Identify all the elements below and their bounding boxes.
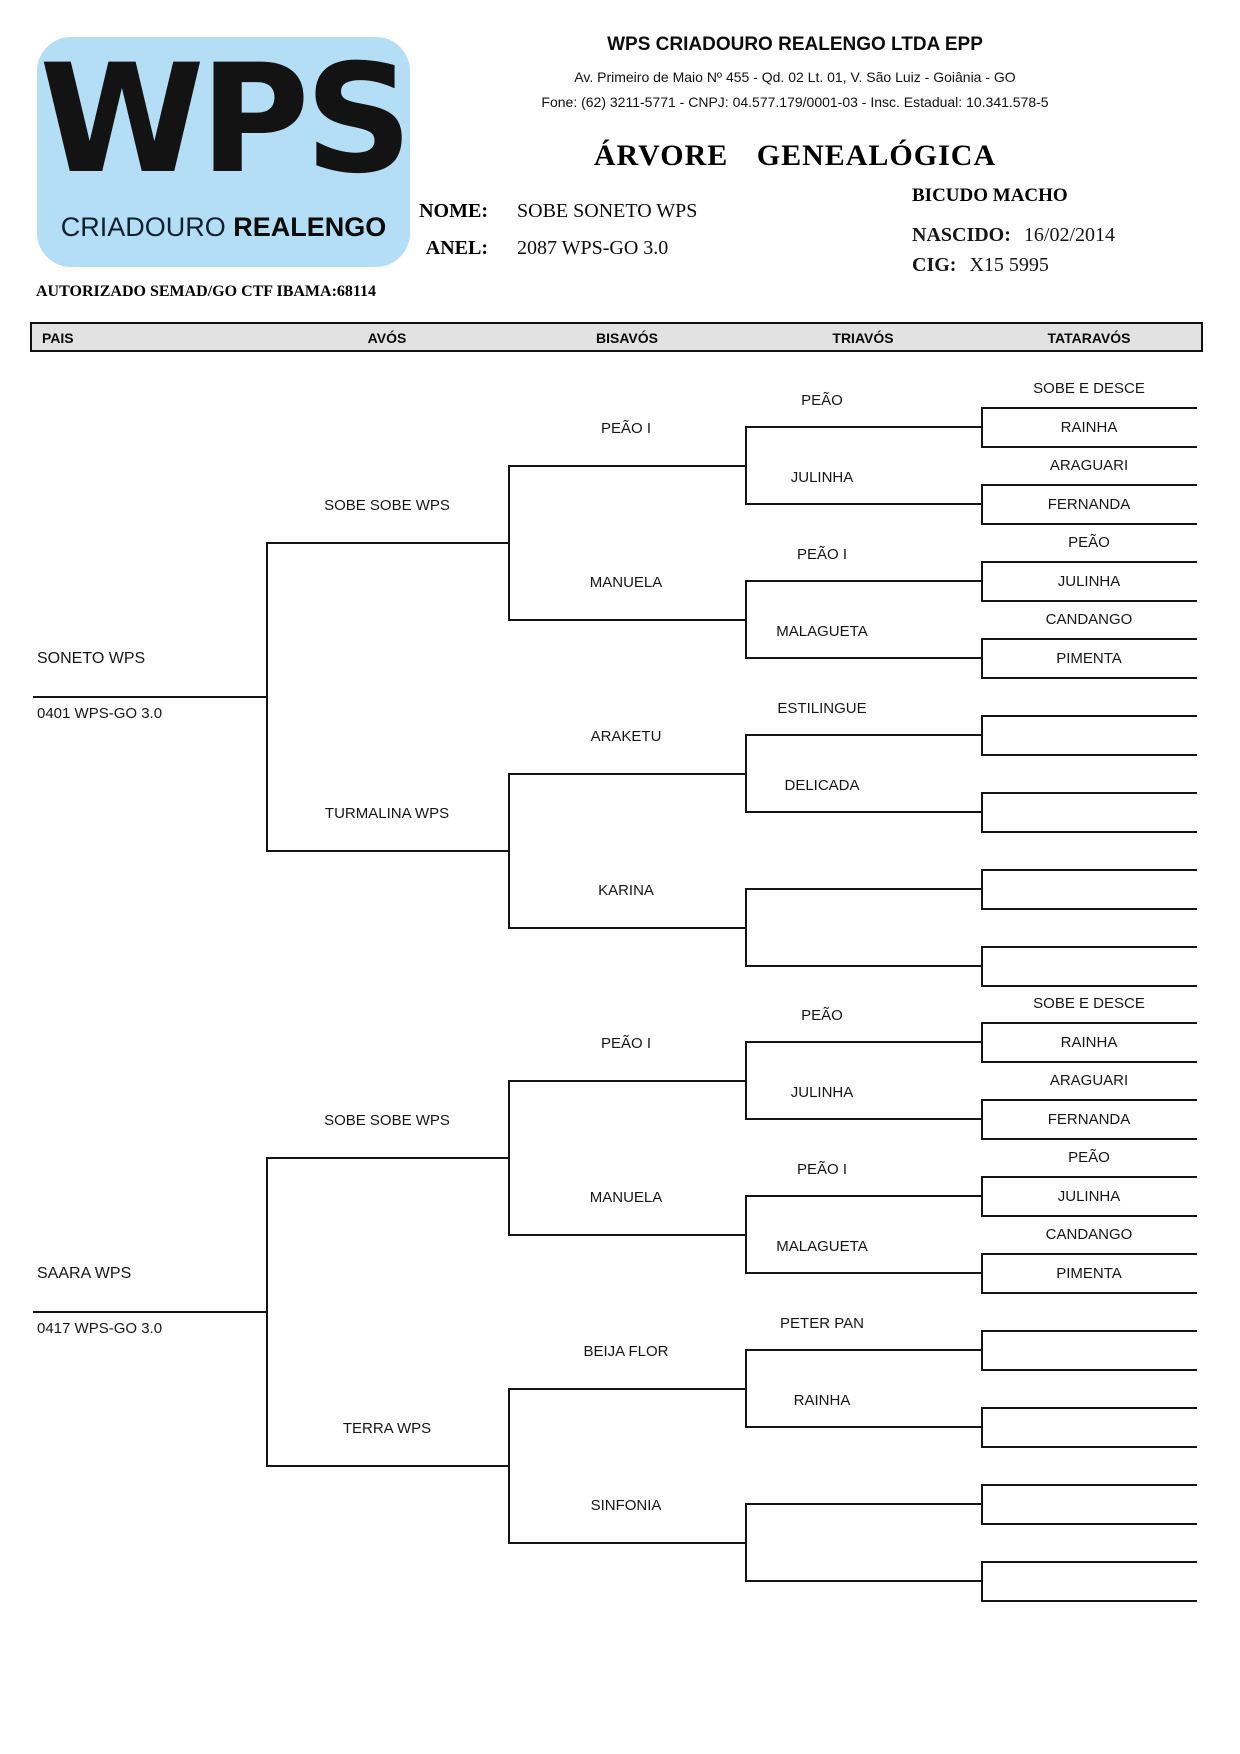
- column-header-pais: PAIS: [42, 330, 74, 346]
- pedigree-line-h: [981, 446, 1197, 448]
- logo-subtitle-bold: REALENGO: [233, 212, 387, 242]
- ancestor-name: TURMALINA WPS: [324, 804, 450, 822]
- column-header-triavos: TRIAVÓS: [832, 330, 894, 346]
- ancestor-name: PEÃO I: [796, 1161, 848, 1179]
- pedigree-line-h: [981, 1292, 1197, 1294]
- ancestor-name: KARINA: [598, 881, 654, 899]
- pedigree-line-v: [981, 1561, 983, 1602]
- pedigree-line-h: [981, 561, 1197, 563]
- pedigree-line-h: [745, 811, 981, 813]
- pedigree-line-v: [745, 426, 747, 505]
- pedigree-line-v: [745, 734, 747, 813]
- pedigree-line-h: [745, 1118, 981, 1120]
- pedigree-line-h: [981, 638, 1197, 640]
- authorization-line: AUTORIZADO SEMAD/GO CTF IBAMA:68114: [36, 283, 377, 300]
- pedigree-line-v: [508, 1388, 510, 1544]
- ancestor-name: FERNANDA: [1047, 1110, 1131, 1128]
- ancestor-name: PEÃO: [1068, 534, 1110, 551]
- pedigree-line-v: [981, 1099, 983, 1140]
- pedigree-line-h: [981, 1061, 1197, 1063]
- ancestor-name: JULINHA: [1057, 1187, 1121, 1205]
- ancestor-name: CANDANGO: [1045, 611, 1133, 628]
- ancestor-ring-number: 0417 WPS-GO 3.0: [37, 1319, 163, 1337]
- pedigree-line-h: [508, 1388, 745, 1390]
- pedigree-line-v: [745, 1195, 747, 1274]
- pedigree-line-h: [508, 1080, 745, 1082]
- ancestor-name: MANUELA: [589, 573, 663, 591]
- ancestor-name: JULINHA: [790, 469, 854, 487]
- pedigree-line-v: [745, 1503, 747, 1582]
- pedigree-line-h: [33, 1311, 266, 1313]
- ancestor-name: ESTILINGUE: [777, 700, 867, 718]
- pedigree-line-v: [981, 1253, 983, 1294]
- pedigree-line-v: [981, 407, 983, 448]
- pedigree-line-h: [981, 484, 1197, 486]
- pedigree-line-h: [508, 927, 745, 929]
- company-name: WPS CRIADOURO REALENGO LTDA EPP: [607, 34, 983, 55]
- pedigree-line-v: [981, 484, 983, 525]
- ancestor-name: JULINHA: [790, 1084, 854, 1102]
- page-title: ÁRVORE GENEALÓGICA: [593, 139, 997, 172]
- wps-logo-acronym: WPS: [39, 33, 408, 207]
- pedigree-line-h: [981, 600, 1197, 602]
- pedigree-line-h: [981, 1215, 1197, 1217]
- pedigree-line-h: [745, 503, 981, 505]
- pedigree-line-v: [745, 1041, 747, 1120]
- ancestor-name: SOBE SOBE WPS: [324, 496, 450, 514]
- ancestor-name: MALAGUETA: [776, 1238, 868, 1256]
- ancestor-name: BEIJA FLOR: [583, 1342, 669, 1360]
- pedigree-line-v: [981, 1330, 983, 1371]
- pedigree-line-h: [981, 1523, 1197, 1525]
- pedigree-line-h: [508, 465, 745, 467]
- anel-label: ANEL:: [425, 237, 488, 259]
- ancestor-name: SONETO WPS: [37, 649, 146, 667]
- pedigree-line-h: [266, 1157, 508, 1159]
- pedigree-line-h: [981, 1138, 1197, 1140]
- company-phone-cnpj: Fone: (62) 3211-5771 - CNPJ: 04.577.179/0001-03 - Insc. Estadual: 10.341.578-5: [541, 94, 1049, 110]
- pedigree-line-h: [981, 1099, 1197, 1101]
- pedigree-line-v: [981, 1176, 983, 1217]
- ancestor-name: MANUELA: [589, 1188, 663, 1206]
- pedigree-line-h: [981, 1022, 1197, 1024]
- ancestor-name: RAINHA: [1060, 1033, 1118, 1051]
- pedigree-line-h: [981, 1561, 1197, 1563]
- pedigree-line-h: [266, 542, 508, 544]
- pedigree-line-h: [745, 657, 981, 659]
- pedigree-line-h: [981, 715, 1197, 717]
- ancestor-ring-number: 0401 WPS-GO 3.0: [37, 704, 163, 722]
- pedigree-line-h: [508, 1542, 745, 1544]
- ancestor-name: RAINHA: [1060, 418, 1118, 436]
- pedigree-line-v: [745, 888, 747, 967]
- pedigree-line-h: [508, 1234, 745, 1236]
- ancestor-name: CANDANGO: [1045, 1226, 1133, 1243]
- company-address: Av. Primeiro de Maio Nº 455 - Qd. 02 Lt. 01, V. São Luiz - Goiânia - GO: [574, 69, 1016, 85]
- pedigree-line-v: [981, 1407, 983, 1448]
- ancestor-name: RAINHA: [793, 1392, 851, 1410]
- pedigree-line-v: [266, 1157, 268, 1467]
- ancestor-name: ARAKETU: [590, 727, 662, 745]
- pedigree-line-h: [981, 908, 1197, 910]
- pedigree-line-h: [508, 773, 745, 775]
- nascido-value: 16/02/2014: [1023, 224, 1116, 246]
- pedigree-line-v: [745, 1349, 747, 1428]
- pedigree-line-h: [745, 1426, 981, 1428]
- ancestor-name: PEÃO I: [600, 1034, 652, 1052]
- pedigree-line-h: [33, 696, 266, 698]
- ancestor-name: SAARA WPS: [37, 1264, 132, 1282]
- pedigree-line-h: [981, 407, 1197, 409]
- ancestor-name: PIMENTA: [1056, 1264, 1122, 1282]
- pedigree-line-h: [981, 754, 1197, 756]
- pedigree-line-v: [981, 869, 983, 910]
- ancestor-name: MALAGUETA: [776, 623, 868, 641]
- column-header-tataravos: TATARAVÓS: [1047, 330, 1131, 346]
- pedigree-line-v: [981, 792, 983, 833]
- pedigree-line-v: [981, 1022, 983, 1063]
- anel-value: 2087 WPS-GO 3.0: [517, 237, 669, 259]
- ancestor-name: FERNANDA: [1047, 495, 1131, 513]
- ancestor-name: SOBE SOBE WPS: [324, 1111, 450, 1129]
- pedigree-line-v: [981, 946, 983, 987]
- pedigree-line-h: [981, 1369, 1197, 1371]
- ancestor-name: PEÃO I: [600, 419, 652, 437]
- ancestor-name: JULINHA: [1057, 572, 1121, 590]
- pedigree-line-h: [981, 831, 1197, 833]
- column-header-bisavos: BISAVÓS: [596, 330, 658, 346]
- nome-value: SOBE SONETO WPS: [517, 200, 698, 222]
- pedigree-line-h: [266, 850, 508, 852]
- species-sex: BICUDO MACHO: [912, 185, 1068, 206]
- ancestor-name: PETER PAN: [780, 1315, 864, 1333]
- ancestor-name: PEÃO: [801, 392, 843, 410]
- pedigree-line-h: [745, 1272, 981, 1274]
- cig-value: X15 5995: [969, 254, 1049, 276]
- ancestor-name: DELICADA: [784, 777, 860, 795]
- pedigree-line-h: [981, 1253, 1197, 1255]
- pedigree-line-h: [981, 1446, 1197, 1448]
- pedigree-line-v: [508, 1080, 510, 1236]
- ancestor-name: PEÃO: [1068, 1149, 1110, 1166]
- pedigree-line-h: [745, 965, 981, 967]
- pedigree-line-h: [981, 1600, 1197, 1602]
- ancestor-name: PEÃO I: [796, 546, 848, 564]
- nascido-label: NASCIDO:: [912, 224, 1011, 246]
- pedigree-line-v: [981, 715, 983, 756]
- pedigree-line-h: [981, 946, 1197, 948]
- pedigree-line-v: [508, 465, 510, 621]
- logo-subtitle-light: CRIADOURO: [60, 212, 226, 242]
- ancestor-name: TERRA WPS: [342, 1419, 432, 1437]
- ancestor-name: PEÃO: [801, 1007, 843, 1025]
- ancestor-name: PIMENTA: [1056, 649, 1122, 667]
- pedigree-line-h: [981, 1407, 1197, 1409]
- ancestor-name: SINFONIA: [590, 1496, 662, 1514]
- pedigree-line-v: [981, 638, 983, 679]
- pedigree-line-h: [981, 985, 1197, 987]
- pedigree-line-v: [745, 580, 747, 659]
- pedigree-line-h: [745, 1580, 981, 1582]
- pedigree-line-h: [508, 619, 745, 621]
- pedigree-line-v: [981, 1484, 983, 1525]
- pedigree-line-h: [981, 792, 1197, 794]
- pedigree-line-v: [981, 561, 983, 602]
- cig-label: CIG:: [912, 254, 957, 276]
- pedigree-line-h: [981, 1484, 1197, 1486]
- column-header-avos: AVÓS: [367, 330, 407, 346]
- pedigree-line-h: [981, 523, 1197, 525]
- pedigree-line-h: [981, 1330, 1197, 1332]
- nome-label: NOME:: [419, 200, 488, 222]
- pedigree-line-h: [266, 1465, 508, 1467]
- pedigree-line-h: [981, 869, 1197, 871]
- pedigree-line-v: [266, 542, 268, 852]
- ancestor-name: ARAGUARI: [1049, 457, 1129, 474]
- ancestor-name: ARAGUARI: [1049, 1072, 1129, 1089]
- pedigree-line-v: [508, 773, 510, 929]
- ancestor-name: SOBE E DESCE: [1033, 380, 1145, 397]
- ancestor-name: SOBE E DESCE: [1033, 995, 1145, 1012]
- pedigree-line-h: [981, 1176, 1197, 1178]
- pedigree-line-h: [981, 677, 1197, 679]
